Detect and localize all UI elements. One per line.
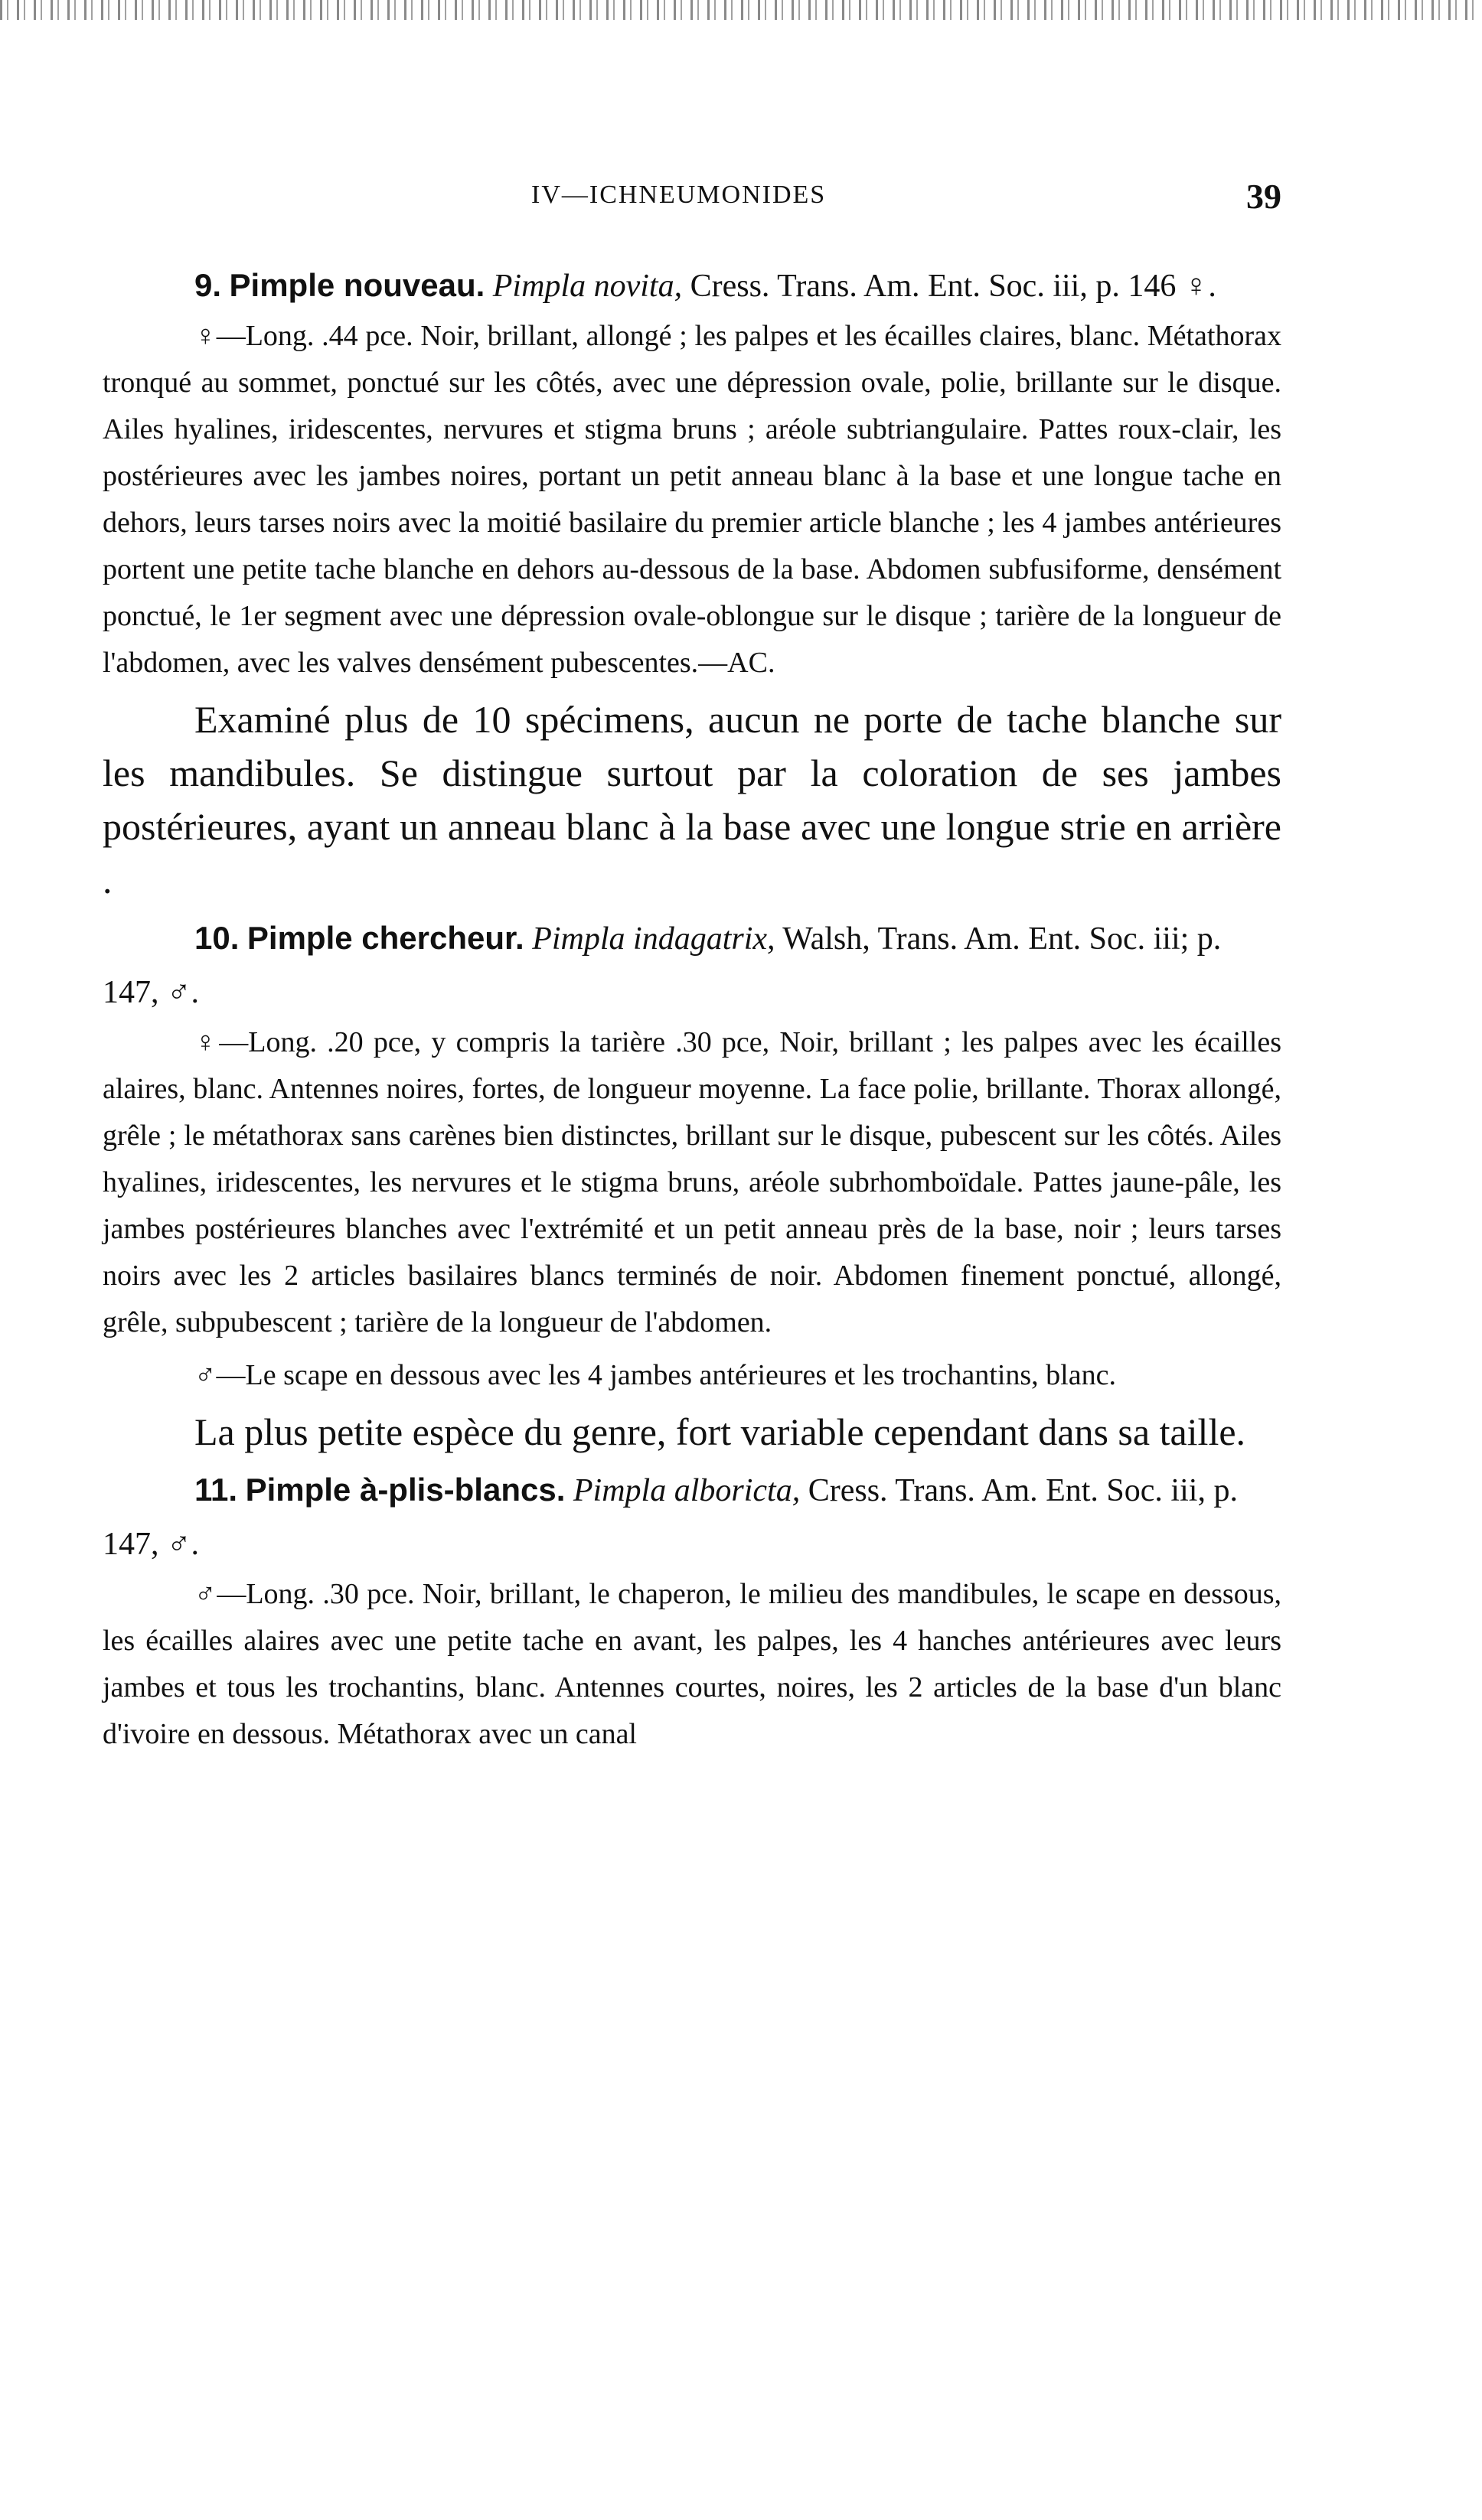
entry-heading <box>103 259 1281 313</box>
description: ♀—Long. .20 pce, y compris la tarière .30 pce, Noir, brillant ; les palpes avec les écailles alaires, blanc. Antennes noires, fortes, de longueur moyenne. La face polie, brillante. Thorax allongé, grêle ; le métathorax sans carènes bien distinctes, brillant sur le disque, pubescent sur les côtés. Ailes hyalines, iridescentes, les nervures et le stigma bruns, aréole subrhomboïdale. Pattes jaune-pâle, les jambes postérieures blanches avec l'extrémité et un petit anneau près de la base, noir ; leurs tarses noirs avec les 2 articles basilaires blancs terminés de noir. Abdomen finement ponctué, allongé, grêle, subpubescent ; tarière de la longueur de l'abdomen. <box>103 1026 1281 1338</box>
page-top-edge <box>0 0 1482 20</box>
entry-heading <box>103 1463 1281 1571</box>
running-head <box>103 176 1281 230</box>
reference: Cress. Trans. Am. Ent. Soc. iii, p. 147, ♂. <box>103 1473 1238 1562</box>
latin-name: Pimpla alboricta, <box>573 1473 801 1508</box>
page-number: 39 <box>1246 177 1281 216</box>
latin-name: Pimpla novita, <box>492 269 683 304</box>
note: Examiné plus de 10 spécimens, aucun ne porte de tache blanche sur les mandibules. Se distingue surtout par la coloration de ses jambes postérieures, ayant un anneau blanc à la base avec une longue strie en arrière . <box>103 698 1281 901</box>
species-entry <box>103 1463 1281 1758</box>
french-name: Pimple nouveau. <box>229 267 485 303</box>
entry-heading <box>103 911 1281 1019</box>
description: ♂—Long. .30 pce. Noir, brillant, le chaperon, le milieu des mandibules, le scape en dessous, les écailles alaires avec une petite tache en avant, les palpes, les 4 hanches antérieures avec leurs jambes et tous les trochantins, blanc. Antennes courtes, noires, les 2 articles de la base d'un blanc d'ivoire en dessous. Métathorax avec un canal <box>103 1578 1281 1750</box>
book-page <box>103 176 1281 1758</box>
entry-number: 9. <box>194 267 222 303</box>
species-entry <box>103 911 1281 1459</box>
male-description: ♂—Le scape en dessous avec les 4 jambes antérieures et les trochantins, blanc. <box>194 1359 1116 1391</box>
reference: Cress. Trans. Am. Ent. Soc. iii, p. 146 ♀. <box>690 269 1216 304</box>
french-name: Pimple à-plis-blancs. <box>245 1472 566 1508</box>
latin-name: Pimpla indagatrix, <box>532 921 775 957</box>
description: ♀—Long. .44 pce. Noir, brillant, allongé ; les palpes et les écailles claires, blanc. Métathorax tronqué au sommet, ponctué sur les côtés, avec une dépression ovale, polie, brillante sur le disque. Ailes hyalines, iridescentes, nervures et stigma bruns ; aréole subtriangulaire. Pattes roux-clair, les postérieures avec les jambes noires, portant un petit anneau blanc à la base et une longue tache en dehors, leurs tarses noirs avec la moitié basilaire du premier article blanche ; les 4 jambes antérieures portent une petite tache blanche en dehors au-dessous de la base. Abdomen subfusiforme, densément ponctué, le 1er segment avec une dépression ovale-oblongue sur le disque ; tarière de la longueur de l'abdomen, avec les valves densément pubescentes.—AC. <box>103 320 1281 679</box>
note: La plus petite espèce du genre, fort variable cependant dans sa taille. <box>194 1410 1246 1453</box>
running-title: IV—ICHNEUMONIDES <box>531 181 827 209</box>
species-entry <box>103 259 1281 907</box>
entry-number: 10. <box>194 920 240 956</box>
french-name: Pimple chercheur. <box>246 920 524 956</box>
reference: Walsh, Trans. Am. Ent. Soc. iii; p. 147, ♂. <box>103 921 1222 1010</box>
entry-number: 11. <box>194 1472 238 1508</box>
